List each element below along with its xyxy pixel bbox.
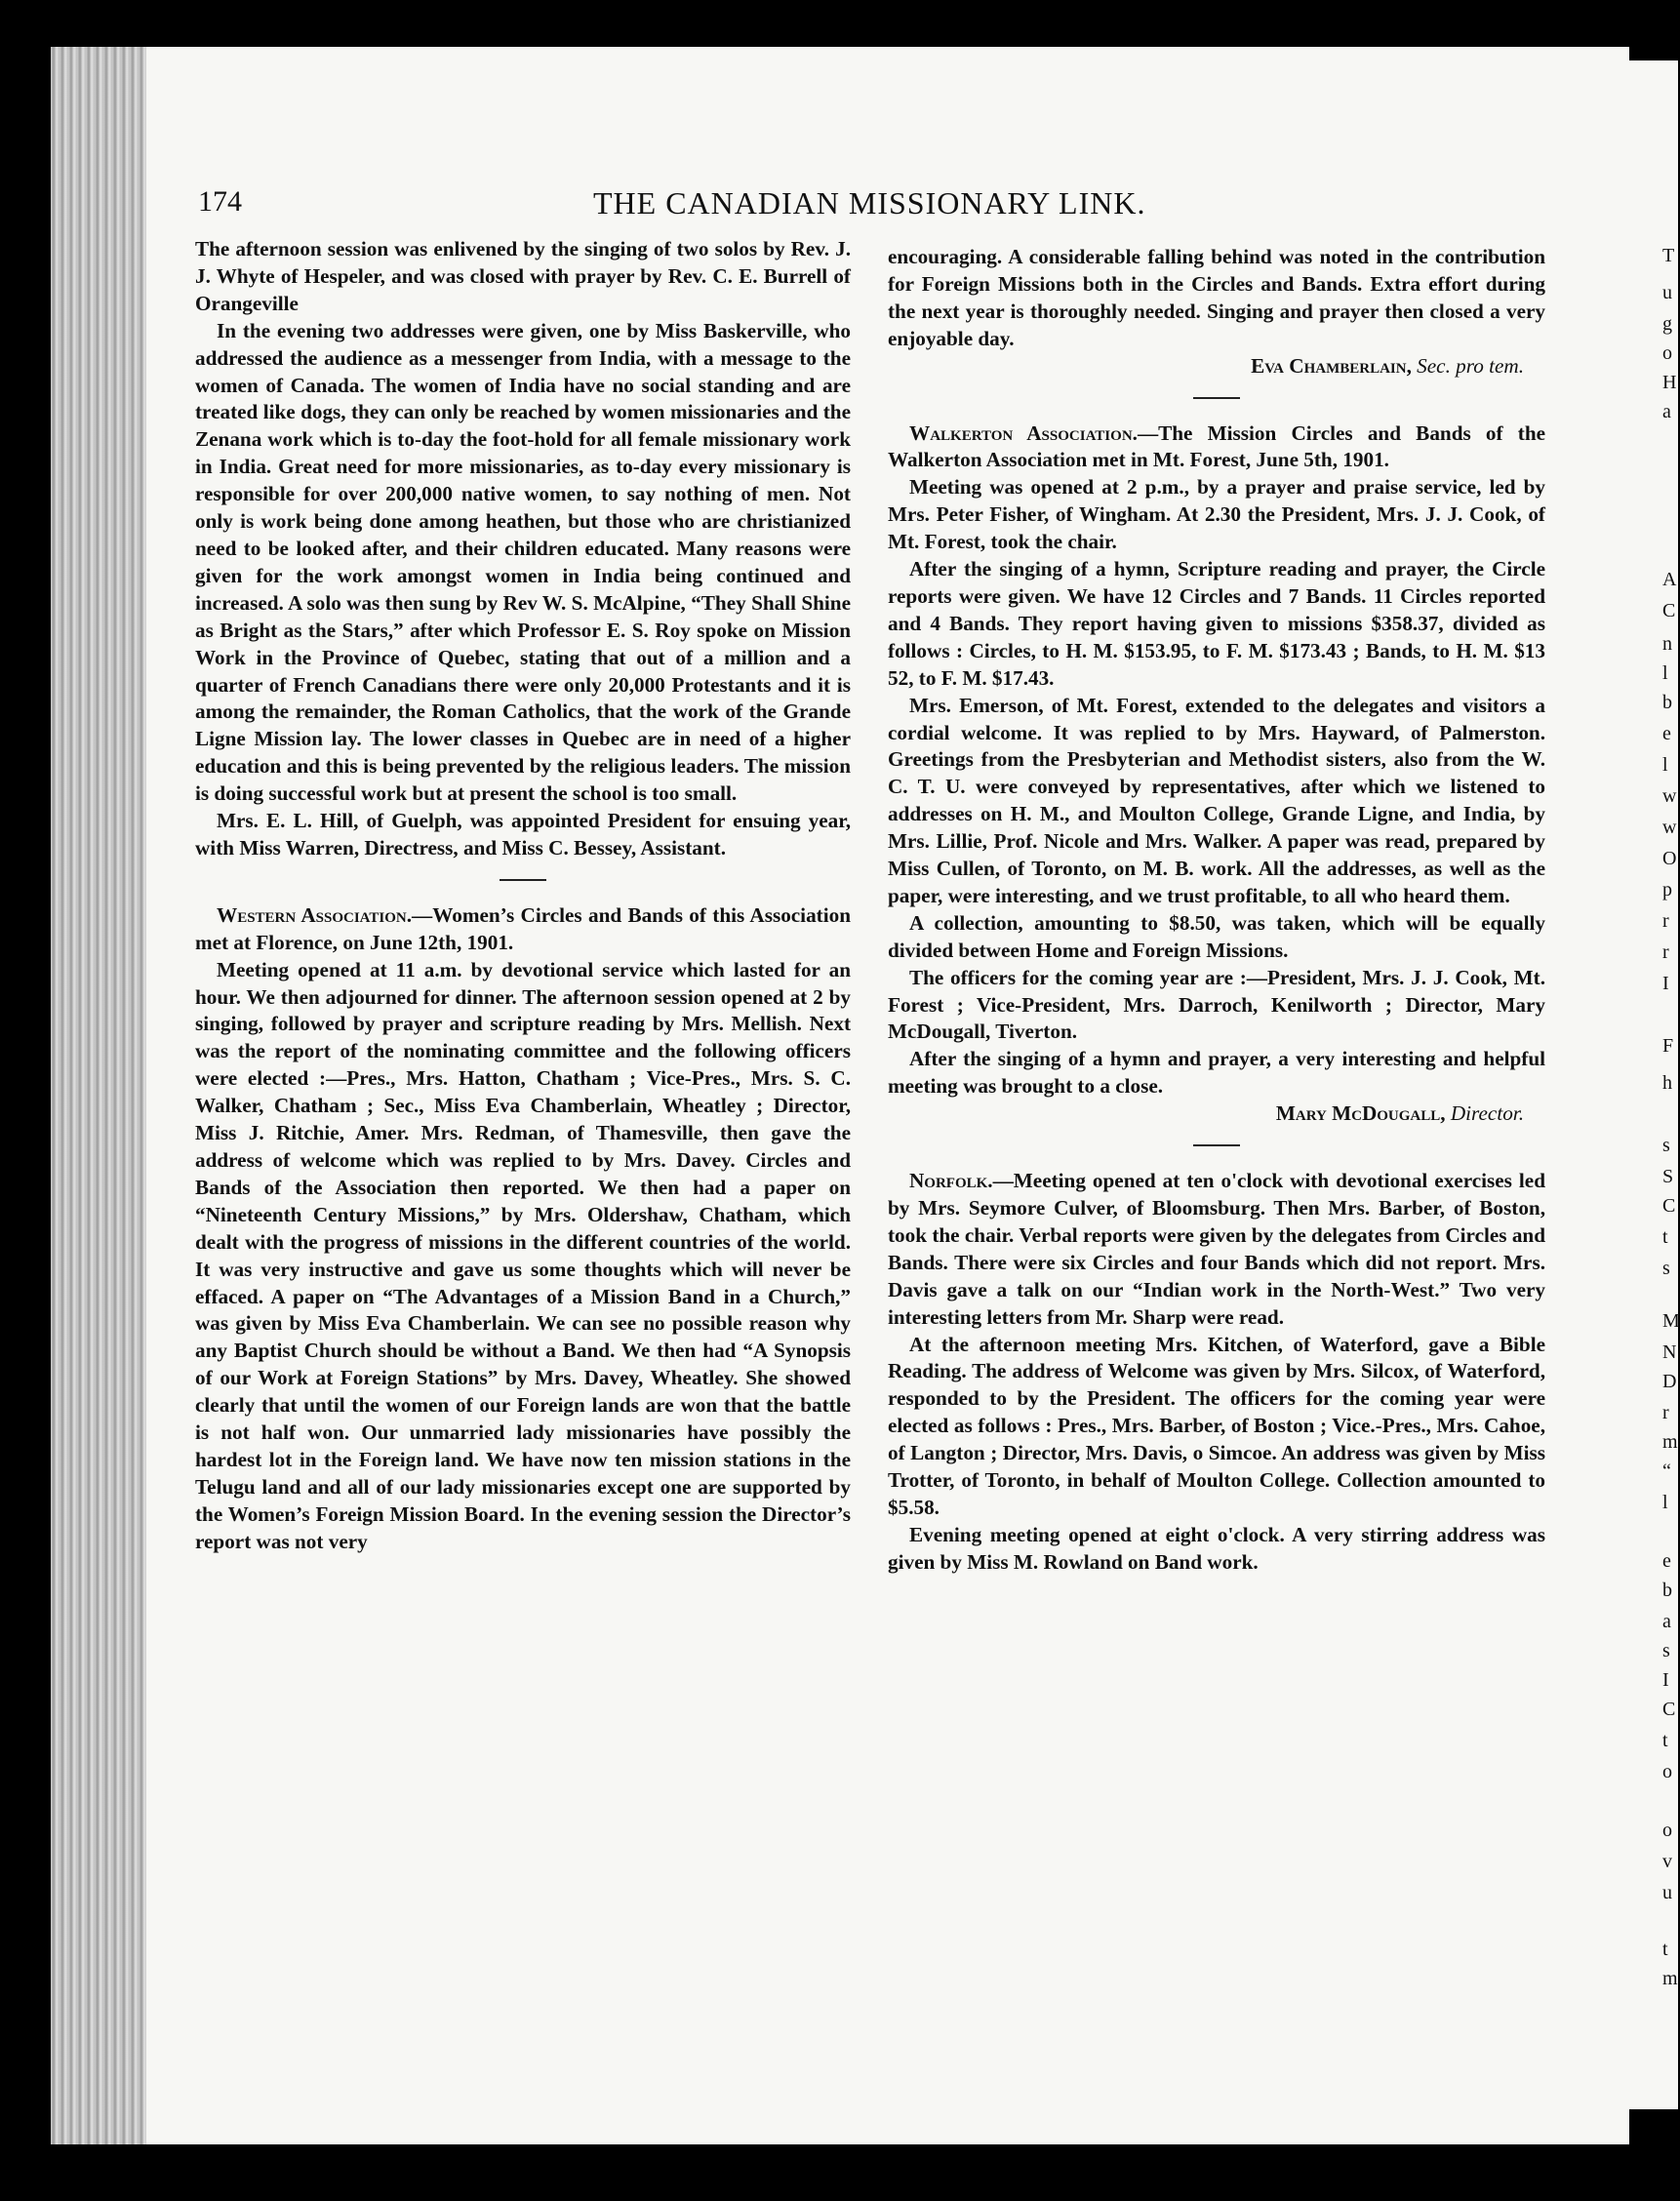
facing-page-letter: b (1662, 692, 1672, 713)
facing-page-letter: m (1662, 1431, 1678, 1453)
facing-page-letter: T (1662, 245, 1675, 266)
book-spine-edge (51, 47, 148, 2144)
left-column (195, 236, 851, 1556)
facing-page-letter: s (1662, 1258, 1670, 1279)
page-header (198, 185, 1447, 224)
signature-title: Sec. pro tem. (1417, 353, 1524, 378)
facing-page-letter: F (1662, 1035, 1674, 1057)
section-heading: Norfolk. (909, 1169, 993, 1193)
facing-page-letter: o (1662, 342, 1672, 364)
facing-page-letter: N (1662, 1341, 1677, 1363)
facing-page-letter: h (1662, 1072, 1672, 1094)
facing-page-letter: l (1662, 754, 1668, 776)
facing-page-letter: M (1662, 1310, 1680, 1332)
paragraph: Mrs. Emerson, of Mt. Forest, extended to the delegates and visitors a cordial welcome. It was replied to by Mrs. Hayward, of Palmerston. Greetings from the Presbyterian and Methodist sisters, also from the W. C. T. U. were conveyed by representatives, after which we listened to addresses on H. M., and Moulton College, Grande Ligne, and India, by Mrs. Lillie, Prof. Nicole and Mrs. Walker. A paper was read, prepared by Miss Cullen, of Toronto, on M. B. work. All the addresses, as well as the paper, were interesting, and we trust profitable, to all who heard them. (888, 693, 1545, 907)
paragraph: Meeting was opened at 2 p.m., by a prayer and praise service, led by Mrs. Peter Fisher, of Wingham. At 2.30 the President, Mrs. J. J. Cook, of Mt. Forest, took the chair. (888, 475, 1545, 554)
section-heading: Western Association. (217, 902, 413, 927)
paragraph: The officers for the coming year are :—President, Mrs. J. J. Cook, Mt. Forest ; Vice-President, Mrs. Darroch, Kenilworth ; Director, Mary McDougall, Tiverton. (888, 965, 1545, 1044)
section-divider (1193, 1144, 1240, 1146)
facing-page-letter: C (1662, 1195, 1676, 1217)
facing-page-letter: p (1662, 879, 1672, 900)
facing-page-letter: b (1662, 1580, 1672, 1601)
norfolk-section (888, 1168, 1545, 1331)
facing-page-letter: u (1662, 1882, 1672, 1903)
signature (888, 353, 1545, 380)
section-heading: Walkerton Association. (909, 420, 1138, 445)
facing-page-letter: l (1662, 1492, 1668, 1513)
facing-page-letter: r (1662, 1402, 1669, 1423)
facing-page-letter: v (1662, 1851, 1672, 1872)
facing-page-letter: g (1662, 313, 1672, 335)
facing-page-letter: H (1662, 372, 1677, 393)
facing-page-letter: I (1662, 1669, 1669, 1691)
facing-page-letter: o (1662, 1761, 1672, 1782)
signature (888, 1100, 1545, 1128)
paragraph: Meeting opened at 11 a.m. by devotional service which lasted for an hour. We then adjourned for dinner. The afternoon session opened at 2 by singing, followed by prayer and scripture reading by Mrs. Mellish. Next was the report of the nominating committee and the following officers were elected :—Pres., Mrs. Hatton, Chatham ; Vice-Pres., Mrs. S. C. Walker, Chatham ; Sec., Miss Eva Chamberlain, Wheatley ; Director, Miss J. Ritchie, Amer. Mrs. Redman, of Thamesville, then gave the address of welcome which was replied to by Mrs. Davey. Circles and Bands of the Association then reported. We then had a paper on “Nineteenth Century Missions,” by Mrs. Oldershaw, Chatham, which dealt with the progress of missions in the different countries of the world. It was very instructive and gave us some thoughts which will never be effaced. A paper on “The Advantages of a Mission Band in a Church,” was given by Miss Eva Chamberlain. We can see no possible reason why any Baptist Church should be without a Band. We then had “A Synopsis of our Work at Foreign Stations” by Mrs. Davey, Wheatley. She showed clearly that until the women of our Foreign lands are won that the battle is not half won. Our unmarried lady missionaries have possibly the hardest lot in the Foreign land. We have now ten mission stations in the Telugu land and all of our lady missionaries except one are supported by the Women’s Foreign Mission Board. In the evening session the Director’s report was not very (195, 957, 851, 1553)
facing-page-letter: l (1662, 662, 1668, 684)
paragraph: The afternoon session was enlivened by the singing of two solos by Rev. J. J. Whyte of Hespeler, and was closed with prayer by Rev. C. E. Burrell of Orangeville (195, 237, 851, 315)
facing-page-letter: O (1662, 848, 1677, 869)
paragraph: Evening meeting opened at eight o'clock. A very stirring address was given by Miss M. Rowland on Band work. (888, 1522, 1545, 1574)
facing-page-letter: r (1662, 910, 1669, 932)
facing-page-letter: t (1662, 1939, 1668, 1960)
section-intro: —The Mission Circles and Bands of the Walkerton Association met in Mt. Forest, June 5th, 1901. (888, 420, 1546, 472)
facing-page-letter: e (1662, 1550, 1671, 1572)
facing-page-letter: S (1662, 1166, 1674, 1187)
right-column (888, 244, 1545, 1577)
facing-page-letter: o (1662, 1820, 1672, 1841)
facing-page-letter: w (1662, 817, 1677, 838)
section-intro: —Meeting opened at ten o'clock with devotional exercises led by Mrs. Seymore Culver, of Bloomsburg. Then Mrs. Barber, of Boston, took the chair. Verbal reports were given by the delegates from Circles and Bands. There were six Circles and four Bands which did not report. Mrs. Davis gave a talk on our “Indian work in the North-West.” Two very interesting letters from Mr. Sharp were read. (888, 1169, 1545, 1329)
facing-page-letter: C (1662, 1699, 1676, 1720)
facing-page-letter: w (1662, 785, 1677, 807)
facing-page-letter: t (1662, 1226, 1668, 1248)
paragraph: In the evening two addresses were given, one by Miss Baskerville, who addressed the audience as a messenger from India, with a message to the women of Canada. The women of India have no social standing and are treated like dogs, they can only be reached by women missionaries and the Zenana work which is to-day the foot-hold for all female missionary work in India. Great need for more missionaries, as to-day every missionary is responsible for over 200,000 native women, to say nothing of men. Not only is work being done among heathen, but those who are christianized need to be looked after, and their children educated. Many reasons were given for the work amongst women in India being continued and increased. A solo was then sung by Rev W. S. McAlpine, “They Shall Shine as Bright as the Stars,” after which Professor E. S. Roy spoke on Mission Work in the Province of Quebec, stating that out of a million and a quarter of French Canadians there were only 20,000 Protestants and it is among the remainder, the Roman Catholics, that the work of the Grande Ligne Mission lay. The lower classes in Quebec are in need of a higher education and this is being prevented by the religious leaders. The mission is doing successful work but at present the school is too small. (195, 318, 851, 806)
section-divider (1193, 397, 1240, 399)
facing-page-letter: e (1662, 723, 1671, 744)
paragraph: Mrs. E. L. Hill, of Guelph, was appointed President for ensuing year, with Miss Warren, Directress, and Miss C. Bessey, Assistant. (195, 809, 851, 860)
facing-page-letter: A (1662, 569, 1677, 590)
facing-page-letter: I (1662, 973, 1669, 994)
paragraph: After the singing of a hymn, Scripture reading and prayer, the Circle reports were given. We have 12 Circles and 7 Bands. 11 Circles reported and 4 Bands. They report having given to missions $358.37, divided as follows : Circles, to H. M. $153.95, to F. M. $173.43 ; Bands, to H. M. $13 52, to F. M. $17.43. (888, 557, 1545, 690)
facing-page-letter: r (1662, 941, 1669, 963)
facing-page-letter: s (1662, 1135, 1670, 1156)
facing-page-letter: “ (1662, 1461, 1671, 1482)
signature-name: Eva Chamberlain, (1251, 353, 1412, 378)
signature-title: Director. (1450, 1101, 1524, 1126)
page-number: 174 (198, 185, 242, 218)
section-intro: —Women’s Circles and Bands of this Association met at Florence, on June 12th, 1901. (195, 902, 851, 954)
paragraph: A collection, amounting to $8.50, was taken, which will be equally divided between Home and Foreign Missions. (888, 910, 1545, 962)
facing-page-letter: a (1662, 401, 1671, 422)
signature-name: Mary McDougall, (1275, 1101, 1446, 1126)
facing-page-letter: n (1662, 633, 1672, 655)
paragraph: At the afternoon meeting Mrs. Kitchen, of Waterford, gave a Bible Reading. The address of Welcome was given by Mrs. Silcox, of Waterford, responded to by the President. The officers for the coming year were elected as follows : Pres., Mrs. Barber, of Boston ; Vice.-Pres., Mrs. Cahoe, of Langton ; Director, Mrs. Davis, o Simcoe. An address was given by Miss Trotter, of Toronto, in behalf of Moulton College. Collection amounted to $5.58. (888, 1332, 1545, 1519)
facing-page-letter: D (1662, 1371, 1677, 1392)
facing-page-letter: C (1662, 600, 1676, 621)
facing-page-letter: m (1662, 1968, 1678, 1989)
section-divider (500, 879, 546, 881)
walkerton-association-section (888, 420, 1545, 475)
paragraph: After the singing of a hymn and prayer, a very interesting and helpful meeting was brought to a close. (888, 1047, 1545, 1099)
paragraph: encouraging. A considerable falling behind was noted in the contribution for Foreign Missions both in the Circles and Bands. Extra effort during the next year is thoroughly needed. Singing and prayer then closed a very enjoyable day. (888, 245, 1545, 350)
facing-page-letter: u (1662, 282, 1672, 303)
facing-page-letter: a (1662, 1611, 1671, 1632)
western-association-section (195, 902, 851, 957)
facing-page-letter: t (1662, 1730, 1668, 1751)
running-title: THE CANADIAN MISSIONARY LINK. (593, 185, 1146, 220)
facing-page-letter: s (1662, 1640, 1670, 1661)
